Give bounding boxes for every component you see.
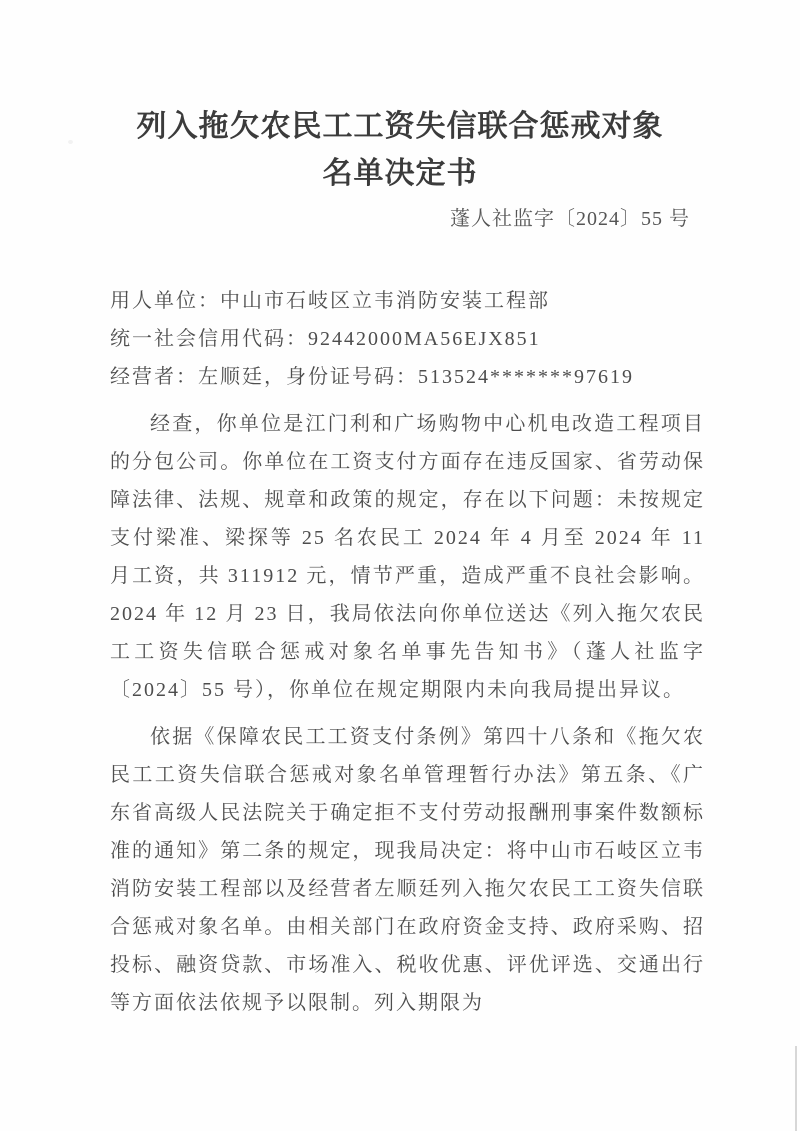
scan-edge-artifact <box>795 1046 797 1131</box>
document-title <box>70 103 730 197</box>
employer-name-line: 用人单位：中山市石岐区立韦消防安装工程部 <box>110 290 550 312</box>
findings-paragraph: 经查，你单位是江门利和广场购物中心机电改造工程项目的分包公司。你单位在工资支付方面存在违反国家、省劳动保障法律、法规、规章和政策的规定，存在以下问题：未按规定支付梁准、梁探等 25 名农民工 2024 年 4 月至 2024 年 11 月工资，共 311912 元，情节严重，造成严重不良社会影响。2024 年 12 月 23 日，我局依法向你单位送达《列入拖欠农民工工资失信联合惩戒对象名单事先告知书》（蓬人社监字〔2024〕55 号），你单位在规定期限内未向我局提出异议。 <box>110 413 705 701</box>
document-reference-number: 蓬人社监字〔2024〕55 号 <box>450 208 690 230</box>
scan-speck-artifact <box>68 140 73 144</box>
credit-code-line: 统一社会信用代码：92442000MA56EJX851 <box>110 328 541 350</box>
decision-paragraph: 依据《保障农民工工资支付条例》第四十八条和《拖欠农民工工资失信联合惩戒对象名单管理暂行办法》第五条、《广东省高级人民法院关于确定拒不支付劳动报酬刑事案件数额标准的通知》第二条的规定，现我局决定：将中山市石岐区立韦消防安装工程部以及经营者左顺廷列入拖欠农民工工资失信联合惩戒对象名单。由相关部门在政府资金支持、政府采购、招投标、融资贷款、市场准入、税收优惠、评优评选、交通出行等方面依法依规予以限制。列入期限为 <box>110 726 705 1014</box>
operator-id-line: 经营者：左顺廷，身份证号码：513524*******97619 <box>110 366 634 388</box>
document-title-line1: 列入拖欠农民工工资失信联合惩戒对象 <box>136 110 664 143</box>
document-body <box>110 282 705 1022</box>
document-title-line2: 名单决定书 <box>322 157 478 190</box>
employer-info-block <box>110 282 705 396</box>
